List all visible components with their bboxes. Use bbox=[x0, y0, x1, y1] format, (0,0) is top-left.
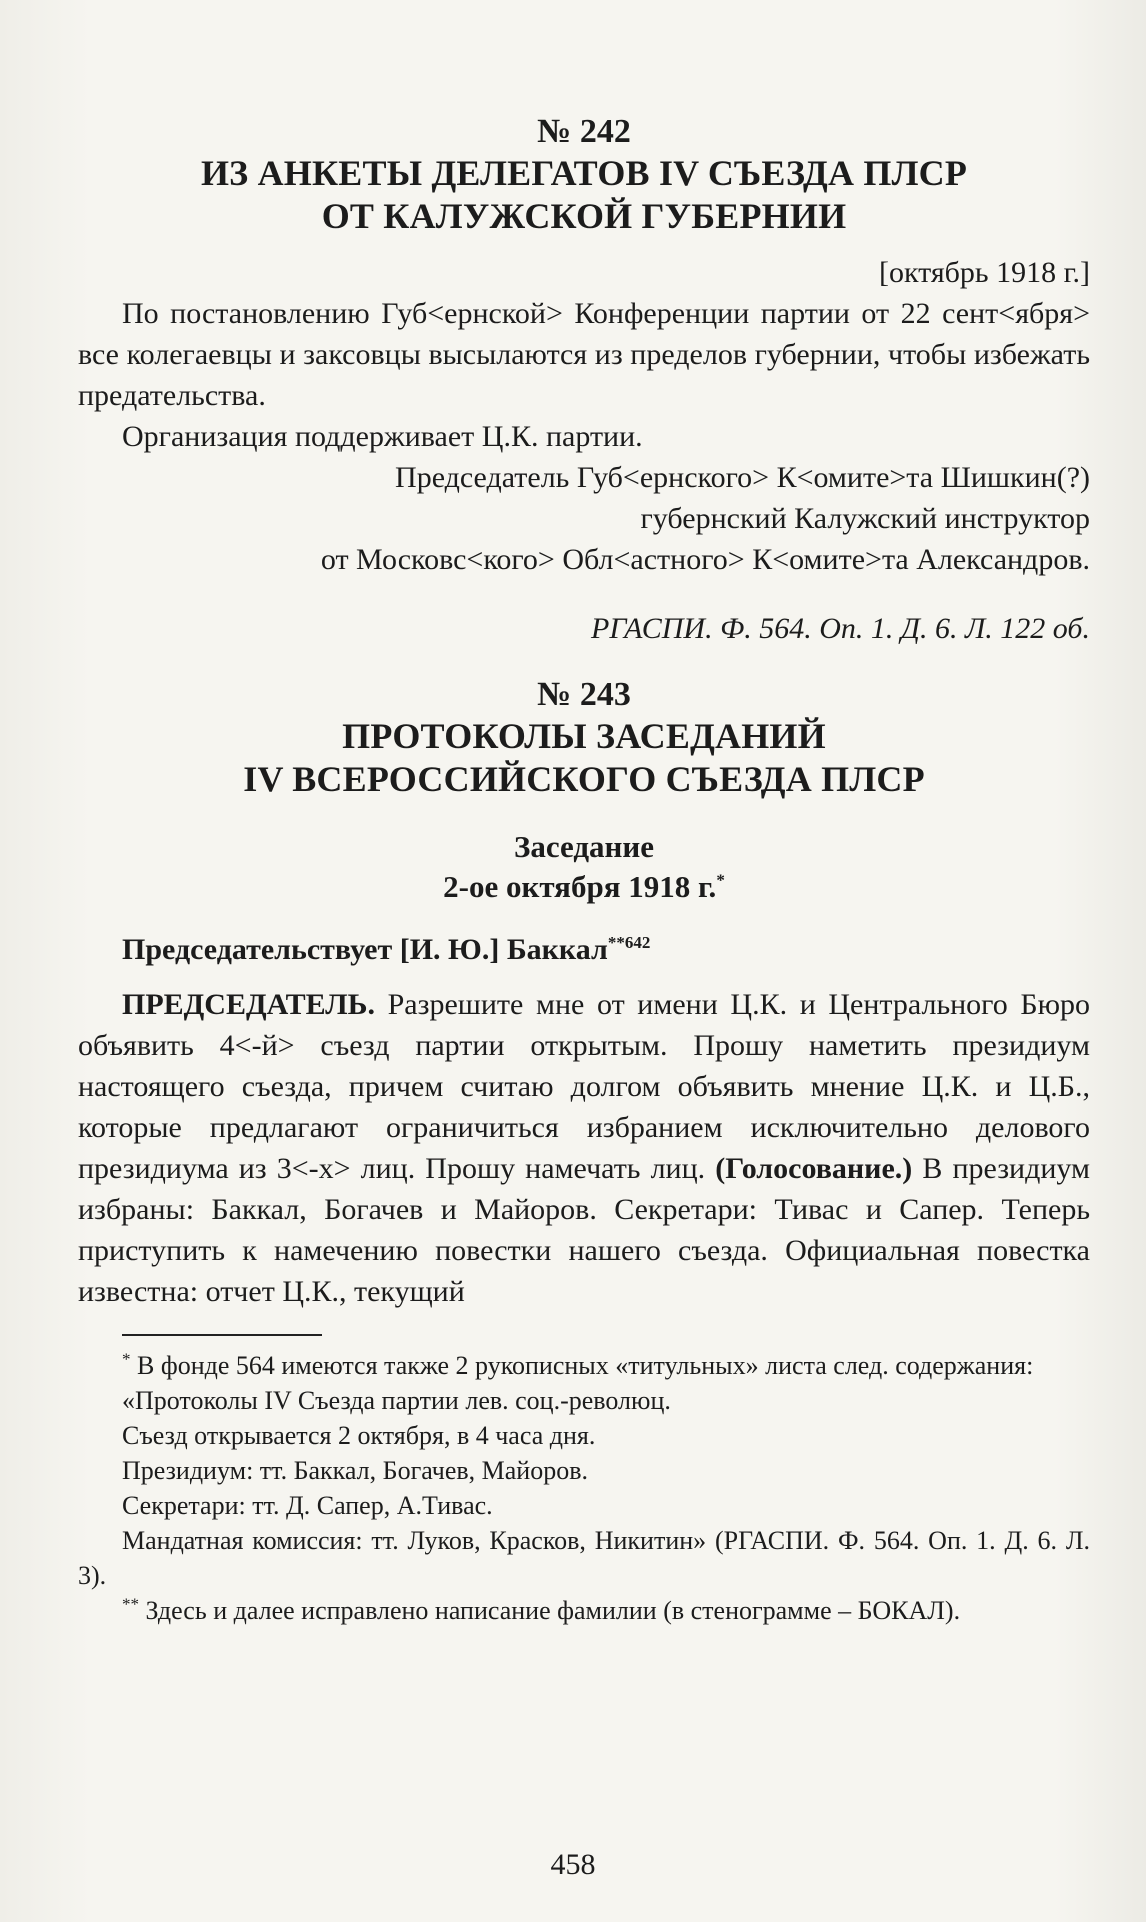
page-content bbox=[78, 112, 1090, 1628]
doc243-title-line1: ПРОТОКОЛЫ ЗАСЕДАНИЙ bbox=[342, 716, 826, 756]
vote-note: (Голосование.) bbox=[715, 1152, 913, 1185]
doc242-date: [октябрь 1918 г.] bbox=[878, 256, 1090, 289]
footnote-1-mark: * bbox=[122, 1349, 131, 1369]
chair-text: Председательствует [И. Ю.] Баккал bbox=[122, 933, 608, 966]
footnote-ref-1: * bbox=[716, 870, 725, 890]
doc242-title-line2: ОТ КАЛУЖСКОЙ ГУБЕРНИИ bbox=[321, 196, 847, 236]
footnote-1-line-3: Президиум: тт. Баккал, Богачев, Майоров. bbox=[122, 1456, 588, 1485]
doc243-title-line2: IV ВСЕРОССИЙСКОГО СЪЕЗДА ПЛСР bbox=[243, 759, 925, 799]
page-number: 458 bbox=[550, 1848, 596, 1881]
footnote-2 bbox=[78, 1593, 1090, 1628]
doc242-archive-source: РГАСПИ. Ф. 564. Оп. 1. Д. 6. Л. 122 об. bbox=[591, 612, 1090, 645]
footnote-1-text: В фонде 564 имеются также 2 рукописных «титульных» листа след. содержания: bbox=[137, 1351, 1034, 1380]
doc243-chair-line bbox=[78, 929, 1090, 970]
footnote-1 bbox=[78, 1348, 1090, 1383]
speech-part-1: Разрешите мне от имени Ц.К. и Центрального Бюро объявить 4<-й> съезд партии открытым. Прошу наметить президиум настоящего съезда, причем считаю долгом объявить мнение Ц.К. и Ц.Б., которые предлагают ограничиться избранием исключительно делового президиума из 3<-х> лиц. Прошу намечать лиц. bbox=[78, 988, 1091, 1185]
speech-part-2: В президиум избраны: Баккал, Богачев и Майоров. Секретари: Тивас и Сапер. Теперь приступить к намечению повестки нашего съезда. Официальная повестка известна: отчет Ц.К., текущий bbox=[78, 1152, 1091, 1308]
session-date-text: 2-ое октября 1918 г. bbox=[443, 869, 717, 904]
doc243-session-date bbox=[78, 867, 1090, 907]
doc242-paragraph-1: По постановлению Губ<ернской> Конференции партии от 22 сент<ября> все колегаевцы и заксовцы высылаются из пределов губернии, чтобы избежать предательства. bbox=[78, 297, 1090, 412]
doc242-signature-3: от Московс<кого> Обл<астного> К<омите>та Александров. bbox=[320, 543, 1090, 576]
footnote-1-line-2: Съезд открывается 2 октября, в 4 часа дня. bbox=[122, 1421, 596, 1450]
doc242-signature-1: Председатель Губ<ернского> К<омите>та Шишкин(?) bbox=[395, 461, 1090, 494]
doc242-title-line1: ИЗ АНКЕТЫ ДЕЛЕГАТОВ IV СЪЕЗДА ПЛСР bbox=[200, 153, 968, 193]
footnote-2-mark: ** bbox=[122, 1594, 139, 1614]
doc243-speech bbox=[78, 984, 1090, 1312]
footnote-2-text: Здесь и далее исправлено написание фамилии (в стенограмме – БОКАЛ). bbox=[145, 1596, 961, 1625]
doc243-number: № 243 bbox=[537, 676, 631, 713]
footnote-1-line-1: «Протоколы IV Съезда партии лев. соц.-революц. bbox=[122, 1386, 671, 1415]
doc242-number: № 242 bbox=[537, 113, 631, 150]
doc242-paragraph-2: Организация поддерживает Ц.К. партии. bbox=[122, 420, 643, 453]
footnote-divider bbox=[122, 1334, 322, 1336]
footnote-1-line-4: Секретари: тт. Д. Сапер, А.Тивас. bbox=[122, 1491, 493, 1520]
speaker-label: ПРЕДСЕДАТЕЛЬ. bbox=[122, 988, 375, 1021]
doc242-signature-2: губернский Калужский инструктор bbox=[640, 502, 1090, 535]
footnote-ref-2: **642 bbox=[607, 933, 651, 952]
doc243-session-label: Заседание bbox=[513, 829, 654, 864]
footnote-1-line-5: Мандатная комиссия: тт. Луков, Красков, Никитин» (РГАСПИ. Ф. 564. Оп. 1. Д. 6. Л. 3). bbox=[78, 1526, 1090, 1590]
